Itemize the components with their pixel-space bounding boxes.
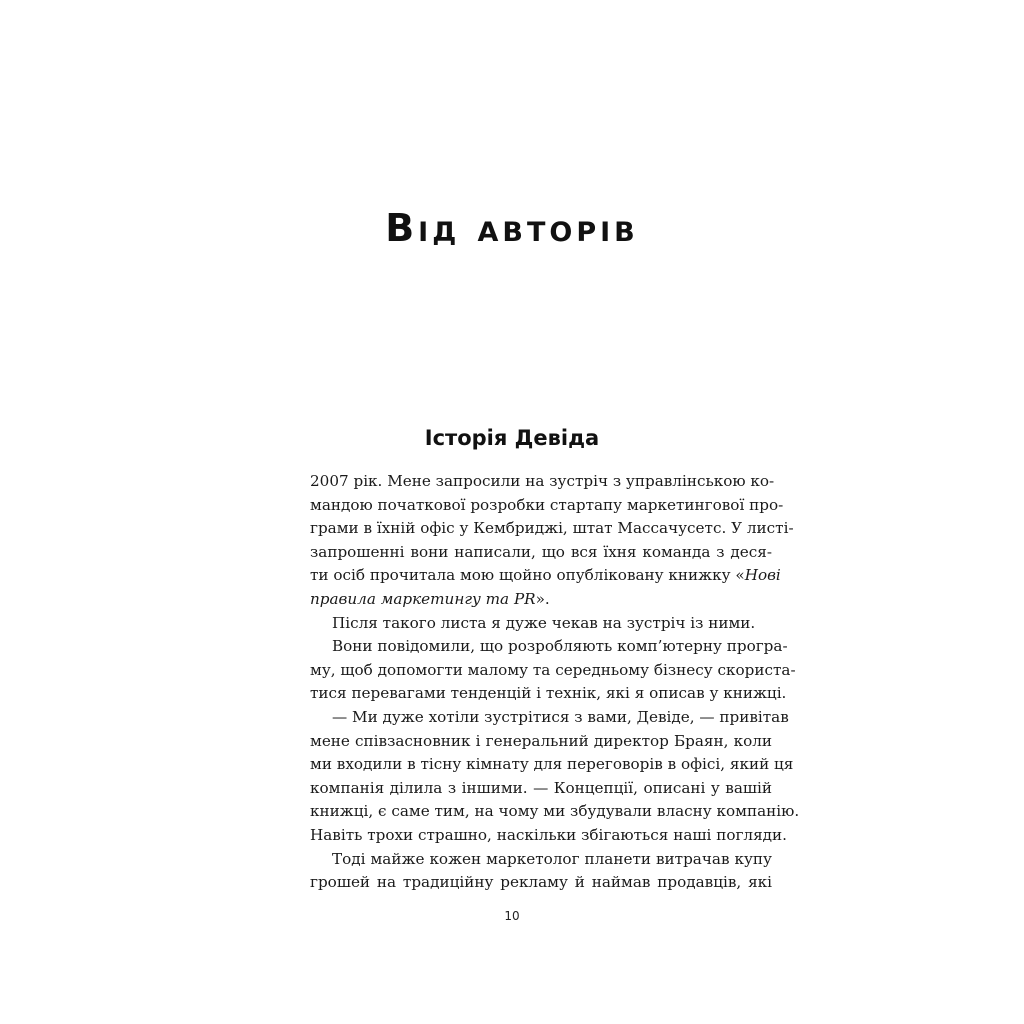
section-title: Історія Девіда bbox=[424, 426, 600, 450]
text-line: Вони повідомили, що розробляють комп’ютерну програ- bbox=[332, 637, 788, 656]
text-line: 2007 рік. Мене запросили на зустріч з управлінською ко- bbox=[310, 472, 775, 490]
text-line: мене співзасновник і генеральний директор Браян, коли bbox=[310, 731, 772, 750]
text-line: тися перевагами тенденцій і технік, які я описав у книжці. bbox=[310, 684, 787, 703]
text-line bbox=[310, 564, 781, 588]
text-line: грошей на традиційну рекламу й наймав продавців, які bbox=[310, 873, 772, 892]
text-line: ми входили в тісну кімнату для переговорів в офісі, який ця bbox=[310, 755, 794, 774]
text-line: Тоді майже кожен маркетолог планети витрачав купу bbox=[332, 849, 772, 868]
text-line: Навіть трохи страшно, наскільки збігаються наші погляди. bbox=[310, 825, 787, 844]
text-line: запрошенні вони написали, що вся їхня команда з деся- bbox=[310, 542, 772, 561]
text-line: му, щоб допомогти малому та середньому бізнесу скориста- bbox=[310, 660, 796, 679]
text-line: — Ми дуже хотіли зустрітися з вами, Девіде, — привітав bbox=[332, 707, 789, 726]
text-line: книжці, є саме тим, на чому ми збудували власну компанію. bbox=[310, 802, 800, 821]
chapter-title: Від авторів bbox=[385, 206, 639, 250]
book-title-italic: правила маркетингу та PR bbox=[310, 589, 536, 608]
text-fragment: ти осіб прочитала мою щойно опубліковану книжку « bbox=[310, 566, 745, 585]
text-line: Після такого листа я дуже чекав на зустріч із ними. bbox=[332, 613, 756, 632]
text-fragment: ». bbox=[535, 589, 550, 608]
text-line bbox=[310, 588, 772, 612]
body-text bbox=[310, 470, 800, 895]
book-title-italic: Нові bbox=[744, 566, 781, 585]
text-line: мандою початкової розробки стартапу маркетингової про- bbox=[310, 495, 784, 514]
text-line: грами в їхній офіс у Кембриджі, штат Массачусетс. У листі- bbox=[310, 519, 794, 538]
page-number: 10 bbox=[504, 909, 520, 923]
text-line: компанія ділила з іншими. — Концепції, описані у вашій bbox=[310, 778, 772, 797]
